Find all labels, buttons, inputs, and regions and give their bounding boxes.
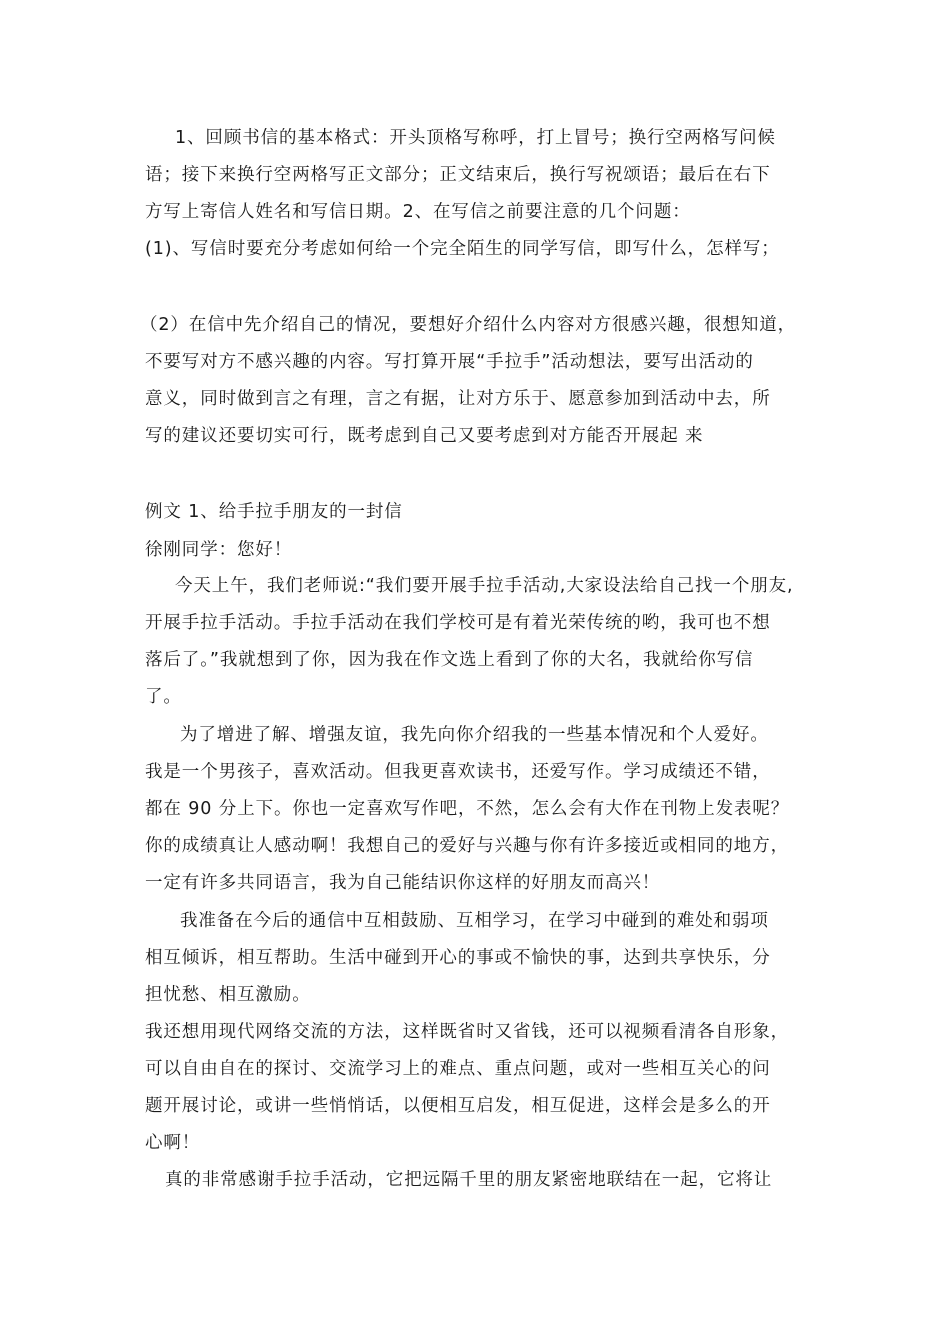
text-line: 语；接下来换行空两格写正文部分；正文结束后，换行写祝颂语；最后在右下 <box>145 165 771 185</box>
text-line: 开展手拉手活动。手拉手活动在我们学校可是有着光荣传统的哟，我可也不想 <box>145 613 771 633</box>
text-line: 可以自由自在的探讨、交流学习上的难点、重点问题，或对一些相互关心的问 <box>145 1059 771 1079</box>
example-title: 例文 1、给手拉手朋友的一封信 <box>145 502 403 522</box>
text-line: 相互倾诉，相互帮助。生活中碰到开心的事或不愉快的事，达到共享快乐，分 <box>145 948 771 968</box>
text-line: （2）在信中先介绍自己的情况，要想好介绍什么内容对方很感兴趣，很想知道， <box>140 315 797 335</box>
text-line: 我是一个男孩子，喜欢活动。但我更喜欢读书，还爱写作。学习成绩还不错， <box>145 762 771 782</box>
text-line: 今天上午，我们老师说:“我们要开展手拉手活动,大家设法给自己找一个朋友, <box>175 576 794 596</box>
text-line: 题开展讨论，或讲一些悄悄话，以便相互启发，相互促进，这样会是多么的开 <box>145 1096 771 1116</box>
text-line: 落后了。”我就想到了你，因为我在作文选上看到了你的大名，我就给你写信 <box>145 650 754 670</box>
text-line: 1、回顾书信的基本格式：开头顶格写称呼，打上冒号；换行空两格写问候 <box>175 128 776 148</box>
letter-salutation: 徐刚同学：您好！ <box>145 540 293 560</box>
text-line: 意义，同时做到言之有理，言之有据，让对方乐于、愿意参加到活动中去，所 <box>145 389 771 409</box>
text-line: 为了增进了解、增强友谊，我先向你介绍我的一些基本情况和个人爱好。 <box>180 725 769 745</box>
text-line: 担忧愁、相互激励。 <box>145 985 311 1005</box>
text-line: 我还想用现代网络交流的方法，这样既省时又省钱，还可以视频看清各自形象， <box>145 1022 789 1042</box>
text-line: 心啊！ <box>145 1133 201 1153</box>
text-line: 都在 90 分上下。你也一定喜欢写作吧，不然，怎么会有大作在刊物上发表呢？ <box>145 799 790 819</box>
text-line: 写的建议还要切实可行，既考虑到自己又要考虑到对方能否开展起 来 <box>145 426 704 446</box>
text-line: 方写上寄信人姓名和写信日期。2、在写信之前要注意的几个问题： <box>145 202 691 222</box>
text-line: 我准备在今后的通信中互相鼓励、互相学习，在学习中碰到的难处和弱项 <box>180 911 769 931</box>
text-line: 你的成绩真让人感动啊！我想自己的爱好与兴趣与你有许多接近或相同的地方， <box>145 836 789 856</box>
text-line: 真的非常感谢手拉手活动，它把远隔千里的朋友紧密地联结在一起，它将让 <box>165 1170 773 1190</box>
text-line: 不要写对方不感兴趣的内容。写打算开展“手拉手”活动想法，要写出活动的 <box>145 352 754 372</box>
text-line: (1)、写信时要充分考虑如何给一个完全陌生的同学写信，即写什么，怎样写； <box>145 239 780 259</box>
text-line: 了。 <box>145 687 182 707</box>
text-line: 一定有许多共同语言，我为自己能结识你这样的好朋友而高兴！ <box>145 873 661 893</box>
